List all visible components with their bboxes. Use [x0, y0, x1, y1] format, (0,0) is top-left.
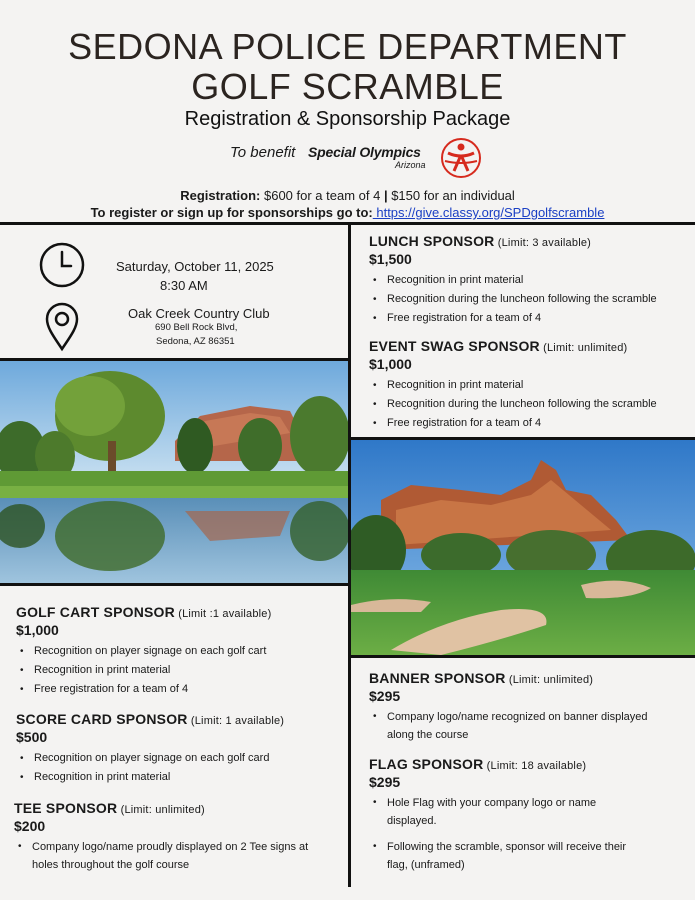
registration-link[interactable]: https://give.classy.org/SPDgolfscramble: [372, 205, 605, 220]
registration-label: Registration:: [180, 188, 261, 203]
flag-sponsor-price: $295: [369, 774, 401, 790]
golf-cart-sponsor-title: [16, 604, 341, 620]
event-time: 8:30 AM: [160, 278, 208, 293]
registration-link-line: [0, 204, 695, 221]
swag-sponsor-title: [369, 338, 689, 354]
swag-sponsor-name: EVENT SWAG SPONSOR: [369, 338, 540, 354]
lunch-sponsor-name: LUNCH SPONSOR: [369, 233, 495, 249]
flag-sponsor-limit: (Limit: 18 available): [483, 760, 587, 772]
venue-address-line1: 690 Bell Rock Blvd,: [155, 322, 238, 333]
event-info: [0, 226, 348, 360]
list-item: • Recognition on player signage on each golf card: [16, 749, 341, 768]
banner-sponsor-limit: (Limit: unlimited): [505, 674, 594, 686]
list-item: [369, 838, 689, 874]
list-item: • Recognition during the luncheon following the scramble: [369, 395, 689, 414]
banner-sponsor-title: [369, 670, 689, 686]
swag-sponsor-limit: (Limit: unlimited): [539, 342, 628, 354]
clock-icon: [38, 241, 86, 289]
event-date: Saturday, October 11, 2025: [116, 259, 274, 274]
score-card-sponsor-benefits: [16, 749, 341, 787]
banner-sponsor-name: BANNER SPONSOR: [369, 670, 506, 686]
list-item: • Recognition in print material: [16, 768, 341, 787]
flag-sponsor-benefits: [369, 794, 689, 874]
flag-sponsor-name: FLAG SPONSOR: [369, 756, 484, 772]
registration-team-price: $600 for a team of 4: [260, 188, 384, 203]
banner-benefit-line1: Company logo/name recognized on banner displayed: [387, 711, 648, 723]
list-item: • Recognition during the luncheon following the scramble: [369, 290, 689, 309]
flag-benefit1-line2: displayed.: [387, 815, 437, 827]
swag-sponsor: [369, 338, 689, 433]
banner-sponsor-benefits: [369, 708, 689, 744]
tee-sponsor: [14, 800, 344, 874]
register-label: To register or sign up for sponsorships go to:: [90, 205, 373, 220]
banner-sponsor-price: $295: [369, 688, 401, 704]
left-photo-divider: [0, 583, 348, 586]
lunch-sponsor-limit: (Limit: 3 available): [494, 237, 592, 249]
list-item: • Recognition in print material: [369, 271, 689, 290]
tee-benefit-line1: Company logo/name proudly displayed on 2 Tee signs at: [32, 841, 309, 853]
list-item: [369, 794, 689, 830]
benefit-prefix: To benefit: [230, 144, 296, 161]
list-item: [369, 708, 689, 744]
score-card-sponsor-name: SCORE CARD SPONSOR: [16, 711, 188, 727]
right-photo-divider: [351, 655, 695, 658]
list-item: • Free registration for a team of 4: [369, 414, 689, 433]
lunch-sponsor-price: $1,500: [369, 251, 412, 267]
golf-cart-sponsor-benefits: [16, 642, 341, 699]
beneficiary-name: Special Olympics: [308, 144, 421, 160]
list-item: • Free registration for a team of 4: [16, 680, 341, 699]
title-line-1: SEDONA POLICE DEPARTMENT: [68, 26, 627, 67]
golf-cart-sponsor: [16, 604, 341, 699]
score-card-sponsor: [16, 711, 341, 787]
lunch-sponsor-benefits: [369, 271, 689, 328]
special-olympics-logo-icon: [440, 137, 482, 179]
list-item: • Recognition in print material: [369, 376, 689, 395]
location-pin-icon: [44, 302, 80, 352]
subtitle: Registration & Sponsorship Package: [184, 108, 511, 130]
list-item: • Free registration for a team of 4: [369, 309, 689, 328]
golf-course-pond-photo: [0, 361, 348, 583]
tee-sponsor-name: TEE SPONSOR: [14, 800, 118, 816]
registration-info: [0, 187, 695, 221]
registration-individual-price: $150 for an individual: [387, 188, 515, 203]
flag-benefit1-line1: Hole Flag with your company logo or name: [387, 797, 597, 809]
golf-cart-sponsor-limit: (Limit :1 available): [174, 608, 272, 620]
flag-benefit2-line1: Following the scramble, sponsor will receive their: [387, 841, 627, 853]
beneficiary-region: Arizona: [395, 160, 426, 170]
score-card-sponsor-title: [16, 711, 341, 727]
tee-sponsor-price: $200: [14, 818, 46, 834]
venue-name: Oak Creek Country Club: [128, 306, 270, 321]
lunch-sponsor: [369, 233, 689, 328]
registration-separator: |: [383, 188, 388, 203]
banner-sponsor: [369, 670, 689, 744]
lunch-sponsor-title: [369, 233, 689, 249]
flyer-header: [0, 0, 695, 222]
tee-sponsor-benefits: [14, 838, 344, 874]
title-line-2: GOLF SCRAMBLE: [191, 66, 504, 107]
swag-sponsor-benefits: [369, 376, 689, 433]
swag-sponsor-price: $1,000: [369, 356, 412, 372]
venue-address-line2: Sedona, AZ 86351: [156, 336, 235, 347]
red-rock-golf-photo: [351, 440, 695, 655]
flag-benefit2-line2: flag, (unframed): [387, 859, 465, 871]
list-item: • Recognition on player signage on each golf cart: [16, 642, 341, 661]
golf-cart-sponsor-name: GOLF CART SPONSOR: [16, 604, 175, 620]
list-item: [14, 838, 344, 874]
flag-sponsor: [369, 756, 689, 874]
score-card-sponsor-price: $500: [16, 729, 48, 745]
tee-sponsor-limit: (Limit: unlimited): [117, 804, 205, 816]
tee-benefit-line2: holes throughout the golf course: [32, 859, 190, 871]
banner-benefit-line2: along the course: [387, 729, 469, 741]
list-item: • Recognition in print material: [16, 661, 341, 680]
registration-pricing: [0, 187, 695, 204]
tee-sponsor-title: [14, 800, 344, 816]
flag-sponsor-title: [369, 756, 689, 772]
beneficiary-block: [230, 140, 500, 180]
golf-cart-sponsor-price: $1,000: [16, 622, 59, 638]
score-card-sponsor-limit: (Limit: 1 available): [187, 715, 285, 727]
